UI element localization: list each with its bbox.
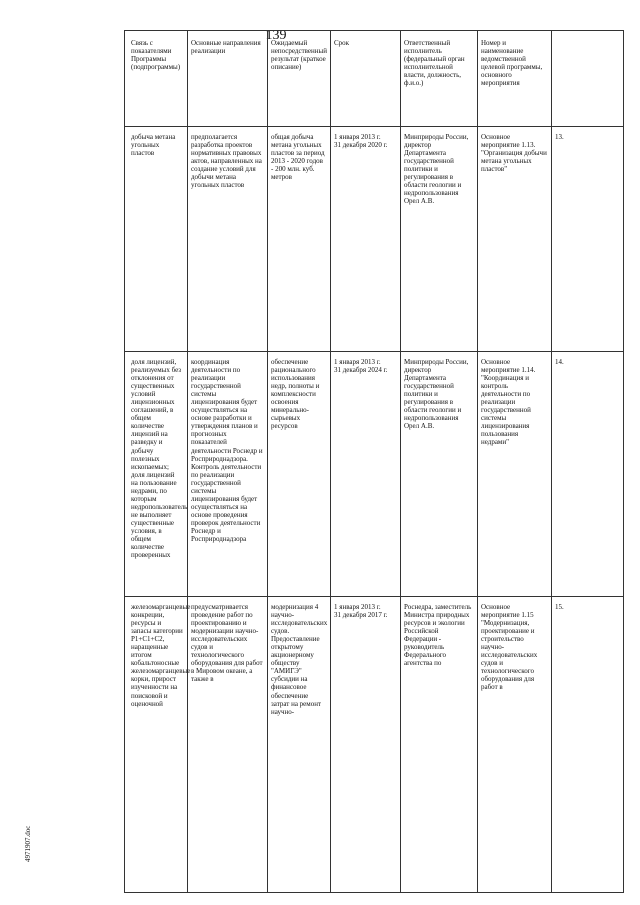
header-link: Связь с показателями Программы (подпрограммы) <box>131 39 181 72</box>
col-divider-5 <box>477 31 478 892</box>
row-13-link: добыча метана угольных пластов <box>131 133 176 158</box>
row-14-link: доля лицензий, реализуемых без отклонения от существенных условий лицензионных соглашений, в общем количестве лицензий на разведку и добычу полезных ископаемых; доля лицензий на пользование недрами, по которым недропользователь не выполняет существенные условия, в общем количестве проверенных <box>131 358 188 560</box>
header-term: Срок <box>334 39 350 47</box>
row-13-directions: предполагается разработка проектов нормативных правовых актов, направленных на создание условий для добычи метана угольных пластов <box>191 133 262 190</box>
row-13-name: Основное мероприятие 1.13. "Организация добычи метана угольных пластов" <box>481 133 547 174</box>
row-15-number: 15. <box>555 603 564 611</box>
header-program: Номер и наименование ведомственной целевой программы, основного мероприятия <box>481 39 543 88</box>
row-14-divider <box>125 596 623 597</box>
row-14-executor: Минприроды России, директор Департамента государственной политики и регулирования в области геологии и недропользования Орел А.В. <box>404 358 469 431</box>
row-13-end: 31 декабря 2020 г. <box>334 141 388 150</box>
row-14-term <box>334 358 396 590</box>
header-divider <box>125 126 623 127</box>
row-14-number: 14. <box>555 358 564 366</box>
row-15-end: 31 декабря 2017 г. <box>334 611 388 620</box>
footer-code: 4971907.doc <box>24 825 32 862</box>
document-table <box>124 30 624 893</box>
row-13-term <box>334 133 396 343</box>
row-13-result: общая добыча метана угольных пластов за период 2013 - 2020 годов - 200 млн. куб. метров <box>271 133 325 182</box>
row-14-start: 1 января 2013 г. <box>334 358 381 366</box>
col-divider-2 <box>267 31 268 892</box>
header-result: Ожидаемый непосредственный результат (краткое описание) <box>271 39 327 72</box>
row-15-name: Основное мероприятие 1.15 "Модернизация, проектирование и строительство научно-исследовательских судов и технологического оборудования для работ в <box>481 603 538 692</box>
row-15-link: железомарганцевые конкреции, ресурсы и запасы категории P1+C1+C2, наращенные итогом кобальтоносные железомарганцевые корки, прирост изученности на поисковой и оценочной <box>131 603 191 708</box>
row-13-start: 1 января 2013 г. <box>334 133 381 141</box>
row-14-result: обеспечение рационального использования недр, полноты и комплексности освоения минерально-сырьевых ресурсов <box>271 358 320 431</box>
row-13-executor: Минприроды России, директор Департамента государственной политики и регулирования в области геологии и недропользования Орел А.В. <box>404 133 469 206</box>
col-divider-4 <box>400 31 401 892</box>
row-13-divider <box>125 351 623 352</box>
row-15-result: модернизация 4 научно-исследовательских судов. Предоставление открытому акционерному обществу "АМИГЭ" субсидии на финансовое обеспечение затрат на ремонт научно- <box>271 603 328 716</box>
row-13-number: 13. <box>555 133 564 141</box>
col-divider-1 <box>187 31 188 892</box>
col-divider-3 <box>330 31 331 892</box>
col-divider-6 <box>551 31 552 892</box>
row-15-start: 1 января 2013 г. <box>334 603 381 611</box>
row-14-name: Основное мероприятие 1.14. "Координация и контроль деятельности по реализации государственной системы лицензирования пользования недрами" <box>481 358 536 447</box>
row-15-term <box>334 603 396 883</box>
row-14-directions: координация деятельности по реализации государственной системы лицензирования будет осуществляться на основе разработки и утверждения планов и прогнозных показателей деятельности Роснедр и Росприроднадзора. Контроль деятельности по реализации государственной системы лицензирования будет осуществляться на основе проведения проверок деятельности Роснедр и Росприроднадзора <box>191 358 263 544</box>
row-15-executor: Роснедра, заместитель Министра природных ресурсов и экологии Российской Федерации - руководитель Федерального агентства по <box>404 603 472 668</box>
row-15-directions: предусматривается проведение работ по проектированию и модернизации научно-исследовательских судов и технологического оборудования для работ в Мировом океане, а также в <box>191 603 263 684</box>
header-directions: Основные направления реализации <box>191 39 261 56</box>
header-executor: Ответственный исполнитель (федеральный орган исполнительной власти, должность, ф.и.о.) <box>404 39 465 88</box>
page-number: 139 <box>265 28 287 43</box>
row-14-end: 31 декабря 2024 г. <box>334 366 388 375</box>
